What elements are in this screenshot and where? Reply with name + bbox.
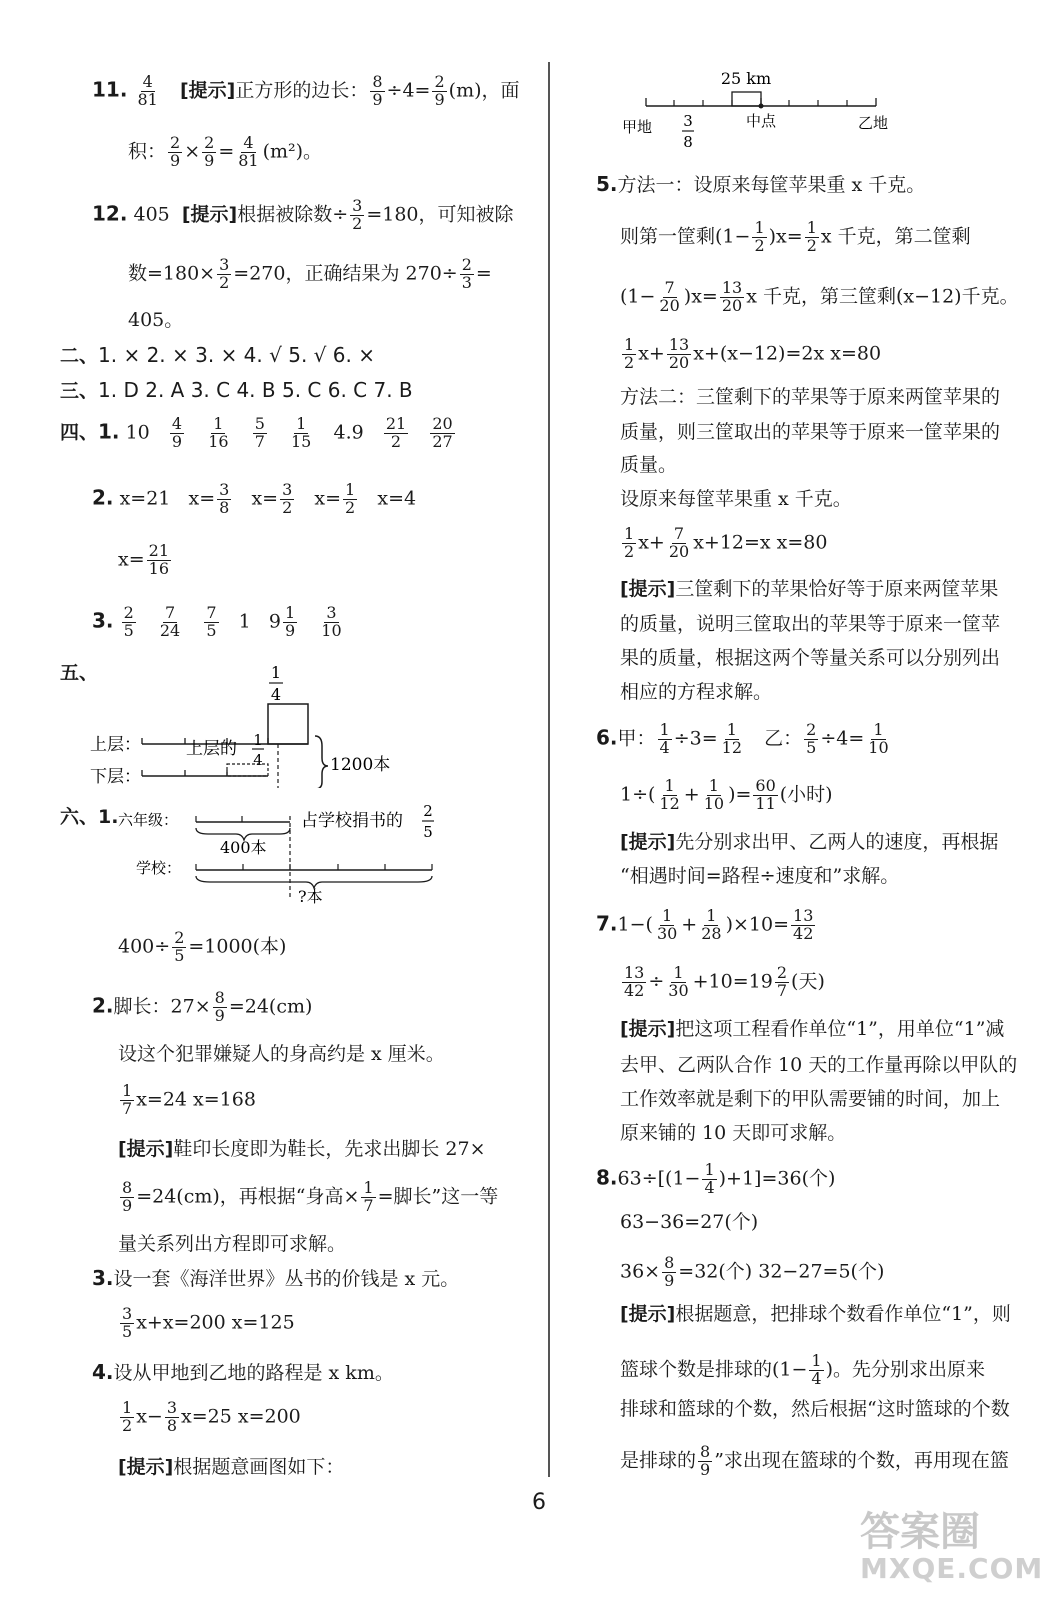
q6-hint2: “相遇时间=路程÷速度和”求解。 xyxy=(620,865,900,887)
note-frac-num: 2 xyxy=(423,802,433,820)
fraction: $\frac{1}{2}$ xyxy=(624,524,635,561)
q6-3-line1: 3.设一套《海洋世界》丛书的价钱是 x 元。 xyxy=(92,1266,460,1290)
upper-fraction-den: 4 xyxy=(270,685,282,704)
q6-hint1: [提示]先分别求出甲、乙两人的速度，再根据 xyxy=(620,831,999,853)
point-b: 乙地 xyxy=(858,114,889,132)
fraction: $\frac{8}{9}$ xyxy=(372,72,383,109)
q5-hint4: 相应的方程求解。 xyxy=(620,681,773,703)
section-4-q3: 3. $\frac{2}{5}$ $\frac{7}{24}$ $\frac{7}{5}$ 1 9 $\frac{1}{9}$ $\frac{3}{10}$ xyxy=(92,603,342,640)
midpoint-label: 中点 xyxy=(746,112,777,130)
q6-2-hint3: 量关系列出方程即可求解。 xyxy=(118,1233,347,1255)
fraction: $\frac{1}{12}$ xyxy=(721,720,743,757)
brace-400: 400本 xyxy=(220,838,267,857)
upper-extra-box xyxy=(268,704,308,744)
fraction: $\frac{1}{4}$ xyxy=(704,1160,715,1197)
q5-line7: 质量。 xyxy=(620,454,678,476)
q7-line2: $\frac{13}{42}$ ÷ $\frac{1}{30}$ +10=19 $\frac{2}{7}$ (天) xyxy=(624,963,825,1000)
fraction: $\frac{13}{20}$ xyxy=(668,335,690,372)
fraction: $\frac{2}{5}$ xyxy=(174,928,185,965)
fraction: $\frac{13}{42}$ xyxy=(793,906,814,943)
q6-4-line1: 4.设从甲地到乙地的路程是 x km。 xyxy=(92,1360,394,1384)
fraction: $\frac{21}{16}$ xyxy=(148,541,169,578)
fraction: $\frac{3}{8}$ xyxy=(166,1398,178,1435)
q5-line2: 则第一筐剩(1− $\frac{1}{2}$ )x= $\frac{1}{2}$ x 千克，第二筐剩 xyxy=(620,218,971,255)
fraction: $\frac{21}{2}$ xyxy=(385,414,407,451)
fraction: $\frac{8}{9}$ xyxy=(700,1442,711,1479)
hint-label: [提示] xyxy=(118,1456,174,1478)
q7-hint3: 工作效率就是剩下的甲队需要铺的时间，加上 xyxy=(620,1088,1001,1110)
school-label: 学校： xyxy=(136,859,182,877)
mid-label: 上层的 xyxy=(186,739,237,759)
hint-label: [提示] xyxy=(620,1303,676,1325)
fraction: $\frac{1}{30}$ xyxy=(668,963,689,1000)
fraction: $\frac{2}{9}$ xyxy=(434,72,445,109)
fraction: $\frac{1}{7}$ xyxy=(363,1178,374,1215)
q12-line2: 数=180× $\frac{3}{2}$ =270，正确结果为 270÷ $\frac{2}{3}$ = xyxy=(128,255,492,292)
q6-line2: 1÷( $\frac{1}{12}$ + $\frac{1}{10}$ )= $\frac{60}{11}$ (小时) xyxy=(620,776,833,813)
q6-4-line2: $\frac{1}{2}$ x− $\frac{3}{8}$ x=25 x=200 xyxy=(122,1398,301,1435)
fraction: $\frac{7}{20}$ xyxy=(668,524,690,561)
fraction: $\frac{1}{2}$ xyxy=(624,335,635,372)
total-label: 1200本 xyxy=(330,755,391,775)
lower-shelf-diagram xyxy=(88,758,328,792)
q6-1-equation: 400÷ $\frac{2}{5}$ =1000(本) xyxy=(118,928,287,965)
fraction: $\frac{4}{81}$ xyxy=(137,72,158,109)
fraction: $\frac{2}{9}$ xyxy=(170,133,181,170)
note-frac-den: 5 xyxy=(423,823,433,841)
fraction: $\frac{1}{28}$ xyxy=(701,906,722,943)
q5-line1: 5.方法一：设原来每筐苹果重 x 千克。 xyxy=(596,172,926,196)
hint-label: [提示] xyxy=(179,79,236,102)
fraction: $\frac{13}{42}$ xyxy=(624,963,645,1000)
fraction: $\frac{5}{7}$ xyxy=(254,414,265,451)
q8-line2: 63−36=27(个) xyxy=(620,1211,759,1233)
fraction: $\frac{3}{8}$ xyxy=(219,480,230,517)
fraction: $\frac{8}{9}$ xyxy=(664,1253,675,1290)
mid-fraction-den: 4 xyxy=(253,751,263,769)
question-books: ?本 xyxy=(298,887,323,906)
q6-2-line2: 设这个犯罪嫌疑人的身高约是 x 厘米。 xyxy=(118,1043,445,1065)
section-5-label: 五、 xyxy=(60,662,99,684)
hint-label: [提示] xyxy=(620,1018,676,1040)
q6-2-hint2: $\frac{8}{9}$ =24(cm)，再根据“身高× $\frac{1}{7}$ =脚长”这一等 xyxy=(122,1178,499,1215)
fraction: $\frac{60}{11}$ xyxy=(755,776,776,813)
page-number: 6 xyxy=(532,1490,546,1515)
distance-label: 25 km xyxy=(720,69,772,88)
section-4-q1: 四、1. 10 $\frac{4}{9}$ $\frac{1}{16}$ $\frac{5}{7}$ $\frac{1}{15}$ 4.9 $\frac{21}{2}$ $\frac{20}{27}$ xyxy=(60,414,453,451)
q12-line3: 405。 xyxy=(128,309,184,331)
q8-line3: 36× $\frac{8}{9}$ =32(个) 32−27=5(个) xyxy=(620,1253,885,1290)
fraction: $\frac{3}{2}$ xyxy=(219,255,230,292)
fraction: $\frac{1}{2}$ xyxy=(345,480,356,517)
q11-line2: 积： $\frac{2}{9}$ × $\frac{2}{9}$ = $\frac{4}{81}$ (m²)。 xyxy=(128,133,323,170)
column-divider xyxy=(548,62,550,1477)
grade-label: 六年级： xyxy=(118,811,179,829)
q6-line1: 6.甲： $\frac{1}{4}$ ÷3= $\frac{1}{12}$ 乙： $\frac{2}{5}$ ÷4= $\frac{1}{10}$ xyxy=(596,720,889,757)
upper-fraction-num: 1 xyxy=(270,663,282,682)
q6-2-line1: 2.脚长：27× $\frac{8}{9}$ =24(cm) xyxy=(92,988,313,1025)
section-3: 三、1. D 2. A 3. C 4. B 5. C 6. C 7. B xyxy=(60,378,413,402)
fraction: $\frac{1}{4}$ xyxy=(659,720,670,757)
fraction: $\frac{1}{4}$ xyxy=(811,1351,822,1388)
q6-2-line3: $\frac{1}{7}$ x=24 x=168 xyxy=(122,1081,256,1118)
note-text: 占学校捐书的 xyxy=(301,811,403,831)
hint-label: [提示] xyxy=(181,203,238,226)
fraction: $\frac{7}{20}$ xyxy=(659,278,680,315)
q7-hint1: [提示]把这项工程看作单位“1”，用单位“1”减 xyxy=(620,1018,1005,1040)
fraction: $\frac{2}{5}$ xyxy=(123,603,134,640)
fraction: $\frac{1}{2}$ xyxy=(122,1398,133,1435)
point-a: 甲地 xyxy=(622,118,653,136)
q8-hint1: [提示]根据题意，把排球个数看作单位“1”，则 xyxy=(620,1303,1011,1325)
q5-hint2: 的质量，说明三筐取出的苹果等于原来一筐苹 xyxy=(620,613,1001,635)
fraction: $\frac{4}{9}$ xyxy=(171,414,183,451)
q6-4-hint: [提示]根据题意画图如下： xyxy=(118,1456,345,1478)
q12-line1: 12. 405 [提示]根据被除数÷ $\frac{3}{2}$ =180，可知被除 xyxy=(92,196,514,233)
hint-label: [提示] xyxy=(620,831,676,853)
fraction: $\frac{1}{15}$ xyxy=(291,414,312,451)
watermark-url: MXQE.COM xyxy=(860,1552,1044,1585)
fraction: $\frac{13}{20}$ xyxy=(721,278,743,315)
fraction: $\frac{3}{10}$ xyxy=(321,603,342,640)
fraction: $\frac{2}{7}$ xyxy=(776,963,788,1000)
q5-line8: 设原来每筐苹果重 x 千克。 xyxy=(620,488,852,510)
fraction: $\frac{1}{30}$ xyxy=(656,906,678,943)
lower-label: 下层： xyxy=(90,767,141,787)
q5-line9: $\frac{1}{2}$ x+ $\frac{7}{20}$ x+12=x x=80 xyxy=(624,524,828,561)
q7-hint2: 去甲、乙两队合作 10 天的工作量再除以甲队的 xyxy=(620,1054,1018,1076)
donation-diagram xyxy=(118,800,448,910)
mid-fraction-num: 1 xyxy=(253,731,263,749)
q7-hint4: 原来铺的 10 天即可求解。 xyxy=(620,1122,847,1144)
q5-hint1: [提示]三筐剩下的苹果恰好等于原来两筐苹果 xyxy=(620,578,999,600)
fraction: $\frac{1}{10}$ xyxy=(868,720,889,757)
q8-hint4: 是排球的 $\frac{8}{9}$ ”求出现在篮球的个数，再用现在篮 xyxy=(620,1442,1009,1479)
fraction: $\frac{3}{2}$ xyxy=(352,196,363,233)
fraction: $\frac{1}{7}$ xyxy=(122,1081,133,1118)
fraction: $\frac{3}{2}$ xyxy=(282,480,293,517)
hint-label: [提示] xyxy=(620,578,676,600)
frac-num: 3 xyxy=(683,112,693,130)
fraction: $\frac{2}{3}$ xyxy=(461,255,472,292)
fraction: $\frac{20}{27}$ xyxy=(432,414,453,451)
section-2: 二、1. × 2. × 3. × 4. √ 5. √ 6. × xyxy=(60,343,375,367)
watermark-logo: 答案圈 xyxy=(860,1509,980,1555)
q8-line1: 8.63÷[(1− $\frac{1}{4}$ )+1]=36(个) xyxy=(596,1160,836,1197)
section-4-q2-line2: x= $\frac{21}{16}$ xyxy=(118,541,169,578)
fraction: $\frac{7}{24}$ xyxy=(159,603,181,640)
q11-line1: 11. $\frac{4}{81}$ [提示]正方形的边长： $\frac{8}{9}$ ÷4= $\frac{2}{9}$ (m)，面 xyxy=(92,72,520,109)
hint-label: [提示] xyxy=(118,1138,174,1160)
q5-line6: 质量，则三筐取出的苹果等于原来一筐苹果的 xyxy=(620,421,1001,443)
fraction: $\frac{2}{5}$ xyxy=(806,720,817,757)
fraction: $\frac{2}{9}$ xyxy=(204,133,215,170)
upper-label: 上层： xyxy=(90,735,141,755)
q5-line4: $\frac{1}{2}$ x+ $\frac{13}{20}$ x+(x−12)=2x x=80 xyxy=(624,335,882,372)
fraction: $\frac{7}{5}$ xyxy=(206,603,217,640)
fraction: $\frac{1}{16}$ xyxy=(208,414,229,451)
section-4-q2: 2. x=21 x= $\frac{3}{8}$ x= $\frac{3}{2}$ x= $\frac{1}{2}$ x=4 xyxy=(92,480,417,517)
route-diagram xyxy=(616,64,906,160)
fraction: $\frac{1}{12}$ xyxy=(659,776,680,813)
fraction: $\frac{1}{2}$ xyxy=(806,218,817,255)
section-6-label: 六、1. xyxy=(60,806,119,828)
fraction: $\frac{4}{81}$ xyxy=(238,133,259,170)
q6-3-line2: $\frac{3}{5}$ x+x=200 x=125 xyxy=(122,1304,295,1341)
q7-line1: 7.1−( $\frac{1}{30}$ + $\frac{1}{28}$ )×10= $\frac{13}{42}$ xyxy=(596,906,814,943)
q5-line5: 方法二：三筐剩下的苹果等于原来两筐苹果的 xyxy=(620,386,1001,408)
q6-2-hint1: [提示]鞋印长度即为鞋长，先求出脚长 27× xyxy=(118,1138,486,1160)
q5-line3: (1− $\frac{7}{20}$ )x= $\frac{13}{20}$ x 千克，第三筐剩(x−12)千克。 xyxy=(620,278,1019,315)
frac-den: 8 xyxy=(683,133,693,151)
fraction: $\frac{8}{9}$ xyxy=(122,1178,133,1215)
fraction: $\frac{8}{9}$ xyxy=(214,988,225,1025)
fraction: $\frac{1}{10}$ xyxy=(703,776,725,813)
q8-hint2: 篮球个数是排球的(1− $\frac{1}{4}$ )。先分别求出原来 xyxy=(620,1351,986,1388)
fraction: $\frac{1}{9}$ xyxy=(284,603,296,640)
q5-hint3: 果的质量，根据这两个等量关系可以分别列出 xyxy=(620,647,1001,669)
fraction: $\frac{3}{5}$ xyxy=(122,1304,133,1341)
fraction: $\frac{1}{2}$ xyxy=(754,218,765,255)
q8-hint3: 排球和篮球的个数，然后根据“这时篮球的个数 xyxy=(620,1398,1010,1420)
